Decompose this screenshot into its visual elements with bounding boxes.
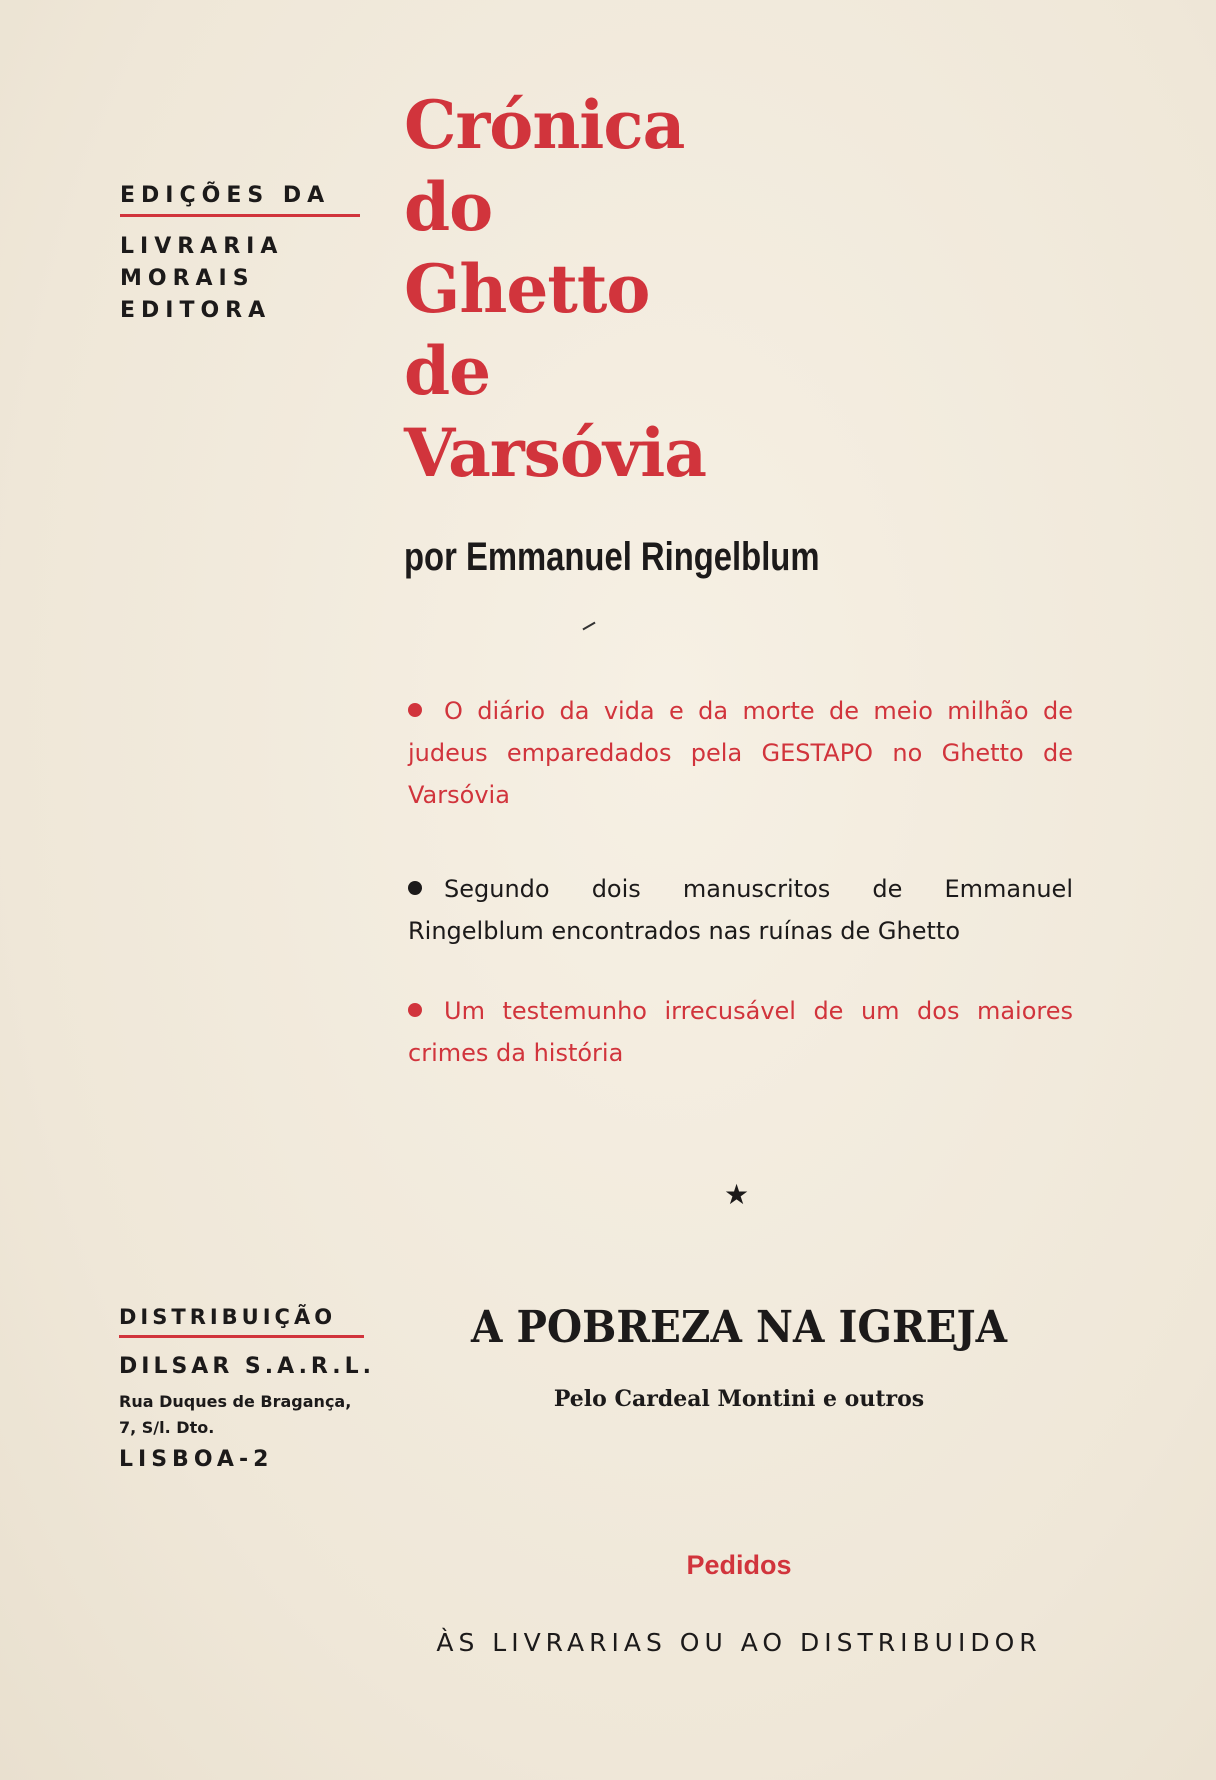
- highlight-item: [408, 690, 1073, 816]
- second-book-title: A POBREZA NA IGREJA: [470, 1302, 1008, 1353]
- publisher-line: EDITORA: [120, 298, 272, 323]
- bullet-dot-icon: [408, 703, 422, 717]
- orders-text: ÀS LIVRARIAS OU AO DISTRIBUIDOR: [436, 1628, 1042, 1657]
- book-title-line: Crónica: [404, 86, 685, 164]
- star-icon: ★: [724, 1178, 750, 1211]
- book-title-line: do: [404, 168, 493, 246]
- publisher-block: [120, 183, 360, 327]
- distributor-address: Rua Duques de Bragança,: [119, 1392, 352, 1411]
- orders-label: Pedidos: [686, 1550, 792, 1580]
- second-book-author: Pelo Cardeal Montini e outros: [553, 1386, 925, 1412]
- print-mark: [582, 622, 595, 631]
- highlight-item: [408, 868, 1073, 952]
- book-title-line: Ghetto: [404, 250, 650, 328]
- bullet-dot-icon: [408, 881, 422, 895]
- highlight-text: Um testemunho irrecusável de um dos maiores crimes da história: [408, 997, 1073, 1067]
- publisher-line: MORAIS: [120, 266, 255, 291]
- highlight-text: O diário da vida e da morte de meio milhão de judeus emparedados pela GESTAPO no Ghetto de Varsóvia: [408, 697, 1073, 809]
- distribution-divider: [119, 1335, 364, 1338]
- book-title: [404, 84, 824, 494]
- highlight-text: Segundo dois manuscritos de Emmanuel Ringelblum encontrados nas ruínas de Ghetto: [408, 875, 1073, 945]
- distributor-name: DILSAR S.A.R.L.: [119, 1354, 376, 1379]
- publisher-label: EDIÇÕES DA: [120, 183, 331, 208]
- publisher-divider: [120, 214, 360, 217]
- distributor-city: LISBOA-2: [119, 1447, 274, 1472]
- book-author: por Emmanuel Ringelblum: [404, 535, 820, 579]
- book-title-line: Varsóvia: [404, 414, 707, 492]
- distribution-block: [119, 1305, 376, 1472]
- distributor-address: 7, S/l. Dto.: [119, 1418, 215, 1437]
- highlight-item: [408, 990, 1073, 1074]
- book-title-line: de: [404, 332, 491, 410]
- publisher-line: LIVRARIA: [120, 234, 284, 259]
- distribution-label: DISTRIBUIÇÃO: [119, 1305, 337, 1329]
- bullet-dot-icon: [408, 1003, 422, 1017]
